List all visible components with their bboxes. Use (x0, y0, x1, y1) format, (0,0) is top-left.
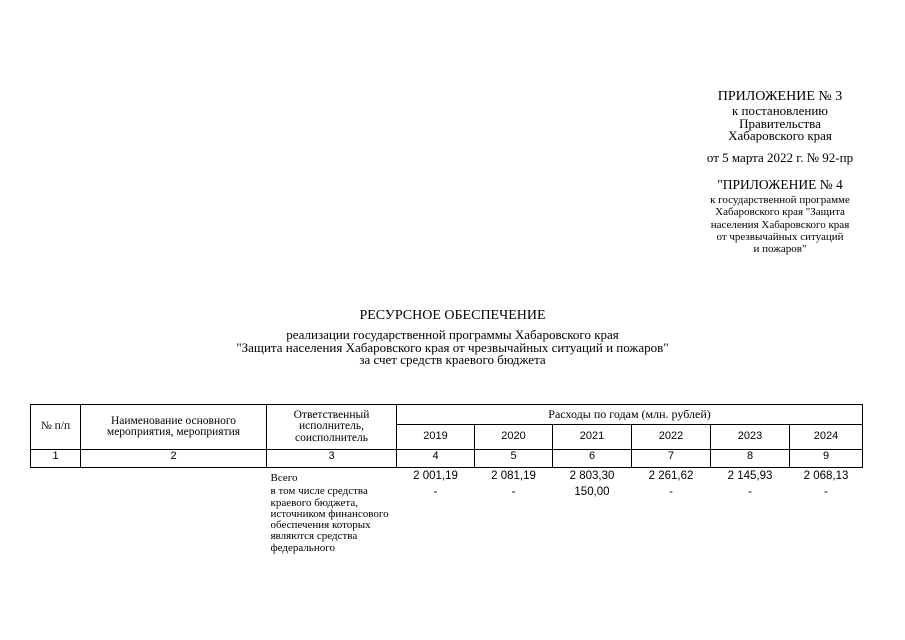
row-value: - (669, 486, 673, 499)
header-year: 2024 (790, 425, 863, 450)
column-number: 5 (475, 450, 553, 468)
appendix-block (680, 89, 880, 164)
appendix-program-line: и пожаров" (753, 243, 807, 256)
appendix-program-line: к государственной программе (710, 194, 850, 206)
header-year: 2020 (475, 425, 553, 450)
appendix-program-title: "ПРИЛОЖЕНИЕ № 4 (717, 177, 843, 192)
empty-cell (81, 484, 267, 554)
subtitle-line: реализации государственной программы Хабаровского края (286, 327, 619, 342)
row-label: Всего (270, 472, 298, 484)
row-value: 2 803,30 (569, 470, 615, 482)
row-value: 2 081,19 (491, 470, 536, 482)
appendix-program-line: Хабаровского края "Защита (715, 206, 845, 219)
document-subtitle (0, 329, 905, 367)
header-num: № п/п (31, 405, 81, 450)
row-value: 150,00 (574, 486, 610, 499)
row-label: в том числе средства краевого бюджета, источником финансового обеспечения которых являются средства федерального (270, 485, 389, 554)
header-executor: Ответственный исполнитель, соисполнитель (267, 405, 397, 450)
column-number: 9 (790, 450, 863, 468)
column-number: 4 (397, 450, 475, 468)
row-value: - (748, 486, 752, 499)
header-year: 2023 (711, 425, 790, 450)
table-row (31, 468, 863, 485)
header-year: 2021 (553, 425, 632, 450)
column-number: 6 (553, 450, 632, 468)
appendix-title: ПРИЛОЖЕНИЕ № 3 (717, 89, 843, 104)
appendix-line: к постановлению (731, 103, 829, 118)
appendix-program-line: населения Хабаровского края (710, 218, 850, 231)
subtitle-line: "Защита населения Хабаровского края от чрезвычайных ситуаций и пожаров" (236, 339, 669, 355)
column-number: 3 (267, 450, 397, 468)
document-title: РЕСУРСНОЕ ОБЕСПЕЧЕНИЕ (359, 308, 546, 323)
column-number: 2 (81, 450, 267, 468)
empty-cell (81, 468, 267, 485)
column-number: 1 (31, 450, 81, 468)
column-number-row (31, 450, 863, 468)
appendix-line: Правительства (739, 115, 821, 131)
row-value: 2 145,93 (727, 470, 773, 482)
resource-table (30, 404, 863, 554)
row-value: 2 261,62 (648, 470, 694, 482)
header-year: 2019 (397, 425, 475, 450)
empty-cell (31, 468, 81, 485)
column-number: 7 (632, 450, 711, 468)
header-name: Наименование основного мероприятия, мероприятия (81, 405, 267, 450)
appendix-line: Хабаровского края (728, 128, 832, 143)
header-expenses: Расходы по годам (млн. рублей) (397, 405, 863, 425)
table-row (31, 484, 863, 554)
row-value: - (511, 486, 516, 499)
row-value: 2 068,13 (803, 470, 849, 482)
subtitle-line: за счет средств краевого бюджета (359, 352, 546, 367)
empty-cell (31, 484, 81, 554)
column-number: 8 (711, 450, 790, 468)
appendix-program-block (690, 177, 870, 255)
row-value: - (433, 486, 438, 499)
appendix-program-line: от чрезвычайных ситуаций (716, 230, 844, 243)
header-year: 2022 (632, 425, 711, 450)
appendix-date: от 5 марта 2022 г. № 92-пр (706, 149, 854, 165)
row-value: 2 001,19 (413, 470, 458, 482)
row-value: - (824, 486, 828, 499)
